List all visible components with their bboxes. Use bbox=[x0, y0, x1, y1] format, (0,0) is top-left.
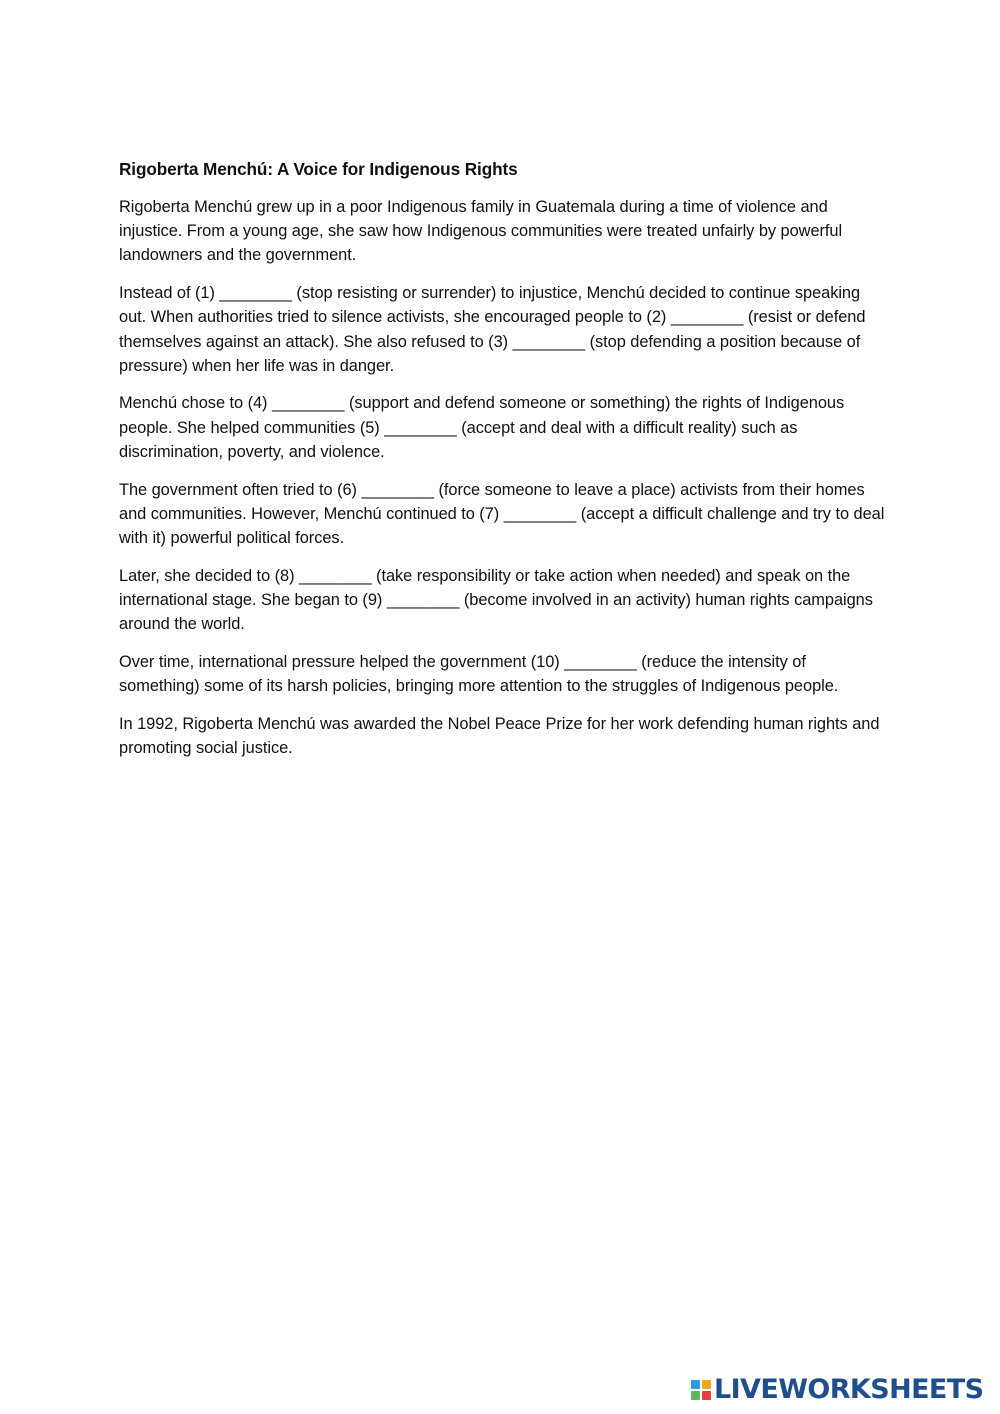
worksheet-page bbox=[119, 156, 889, 774]
logo-wordmark: LIVEWORKSHEETS bbox=[714, 1374, 984, 1405]
logo-tile-blue bbox=[691, 1380, 700, 1389]
paragraph-blanks-6-7: The government often tried to (6) ________ (force someone to leave a place) activists from their homes and communities. However, Menchú continued to (7) ________ (accept a difficult challenge and try to deal with it) powerful political forces. bbox=[119, 480, 885, 547]
liveworksheets-logo[interactable] bbox=[691, 1374, 983, 1406]
logo-tile-green bbox=[691, 1391, 700, 1400]
logo-tile-orange bbox=[702, 1380, 711, 1389]
logo-tile-red bbox=[702, 1391, 711, 1400]
liveworksheets-logo-icon bbox=[691, 1380, 711, 1400]
paragraph-blanks-8-9: Later, she decided to (8) ________ (take responsibility or take action when needed) and speak on the international stage. She began to (9) ________ (become involved in an activity) human rights campaigns around the world. bbox=[119, 566, 873, 634]
document-title: Rigoberta Menchú: A Voice for Indigenous Rights bbox=[119, 159, 518, 179]
paragraph-blanks-4-5: Menchú chose to (4) ________ (support and defend someone or something) the rights of Indigenous people. She helped communities (5) ________ (accept and deal with a difficult reality) such as discrimination, poverty, and violence. bbox=[119, 394, 845, 461]
paragraph-blanks-1-3: Instead of (1) ________ (stop resisting or surrender) to injustice, Menchú decided to continue speaking out. When authorities tried to silence activists, she encouraged people to (2) ________ (resist or defend themselves against an attack). She also refused to (3) ________ (stop defending a position because of pressure) when her life was in danger. bbox=[119, 284, 866, 375]
paragraph-blank-10: Over time, international pressure helped the government (10) ________ (reduce the intensity of something) some of its harsh policies, bringing more attention to the struggles of Indigenous people. bbox=[119, 652, 839, 695]
paragraph-conclusion: In 1992, Rigoberta Menchú was awarded the Nobel Peace Prize for her work defending human rights and promoting social justice. bbox=[119, 714, 880, 757]
paragraph-intro: Rigoberta Menchú grew up in a poor Indigenous family in Guatemala during a time of violence and injustice. From a young age, she saw how Indigenous communities were treated unfairly by powerful landowners and the government. bbox=[119, 198, 843, 265]
